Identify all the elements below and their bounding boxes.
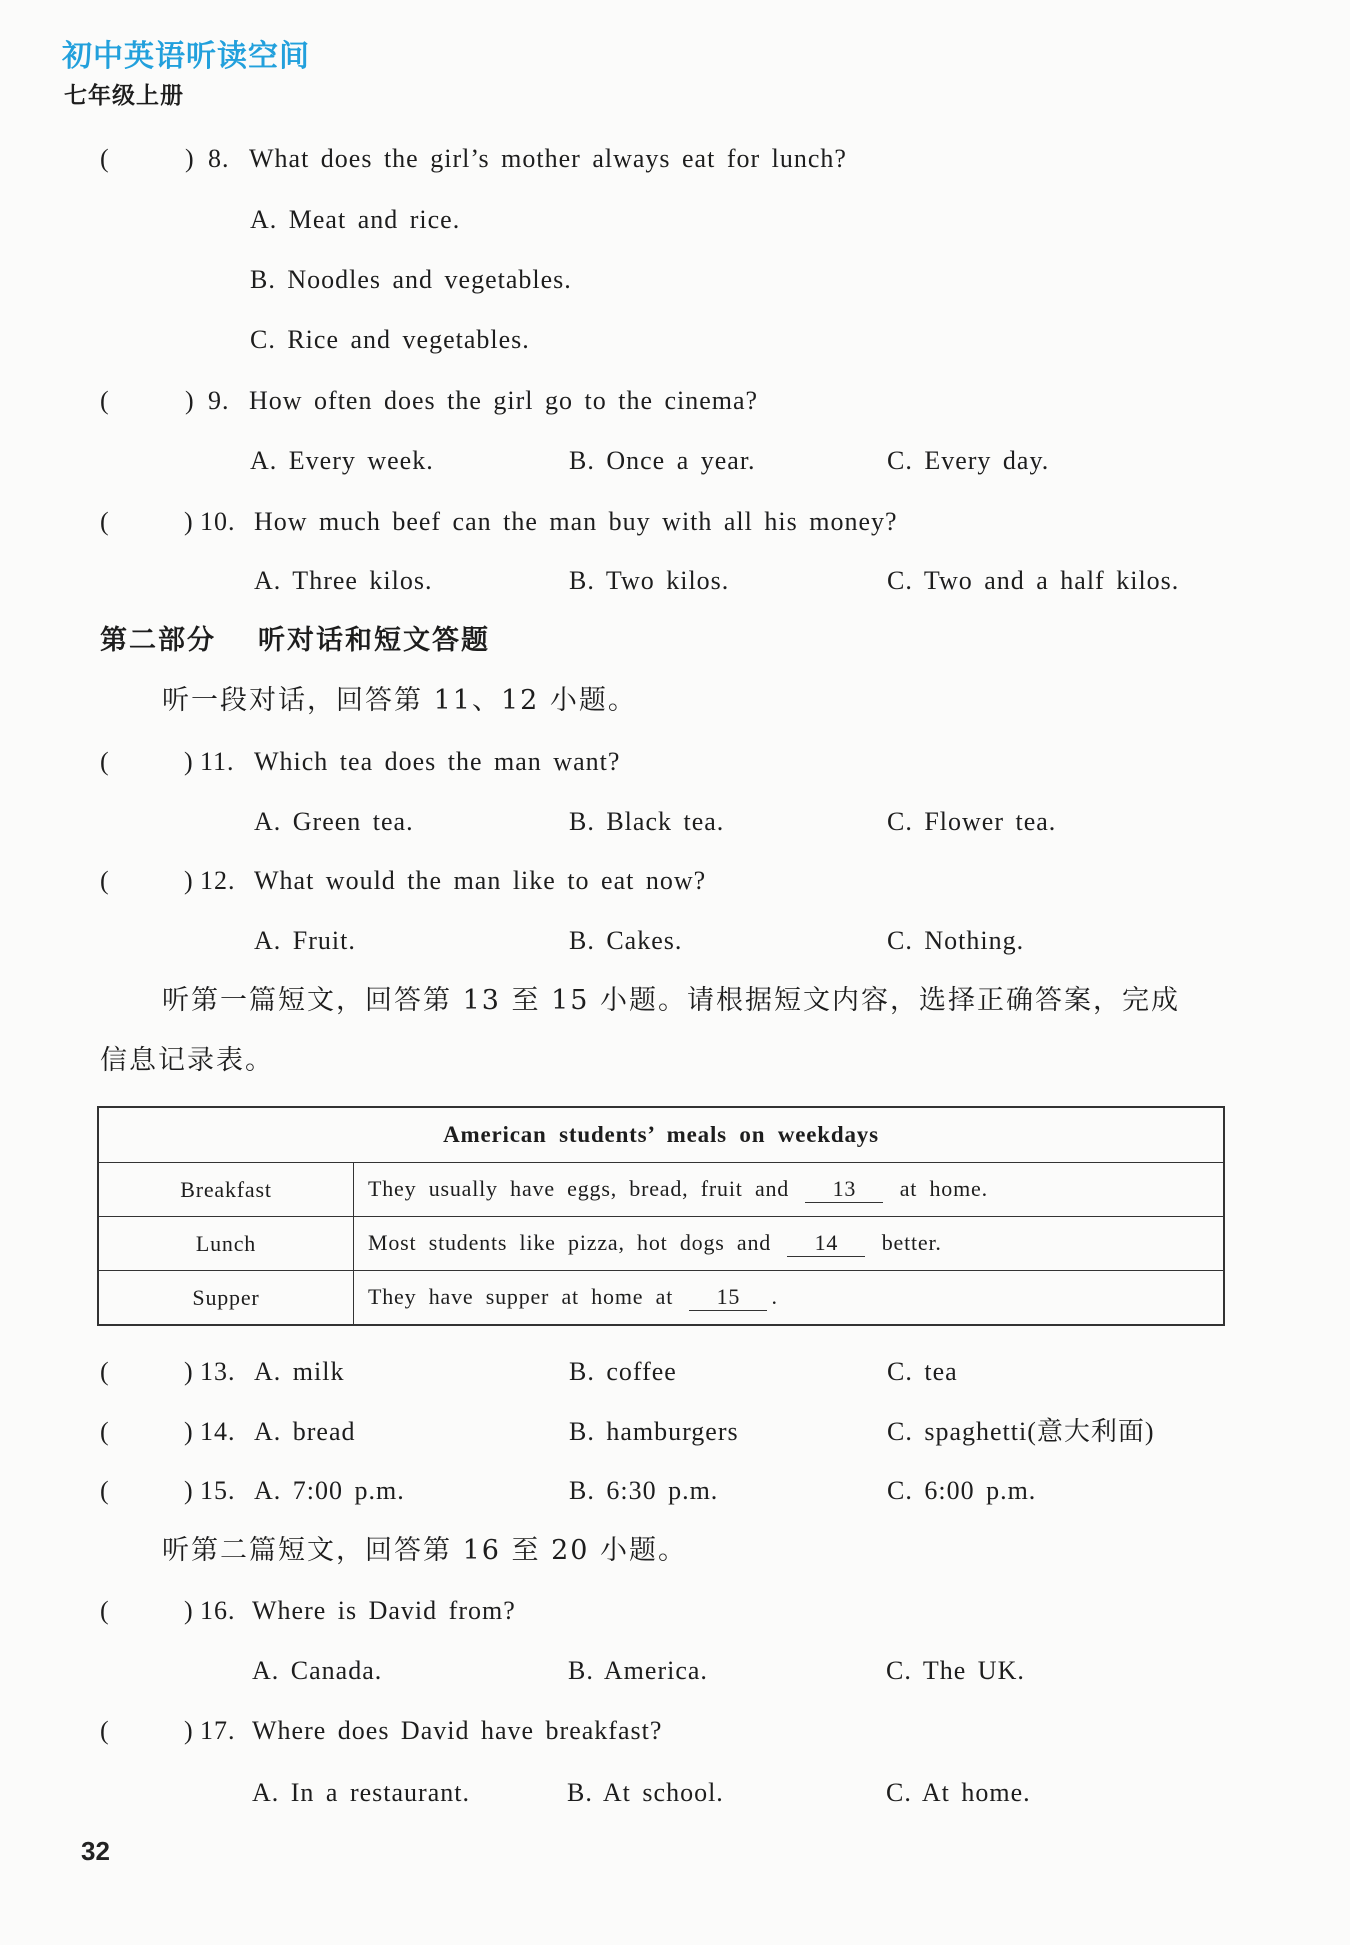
option-b: B. Noodles and vegetables.: [250, 265, 572, 294]
option-b: B. 6:30 p.m.: [569, 1476, 719, 1505]
meal-cell: Breakfast: [98, 1163, 354, 1217]
description-text: They have supper at home at: [368, 1284, 674, 1309]
question-number: 12.: [200, 866, 236, 895]
option-a: A. Every week.: [250, 446, 434, 475]
option-a: A. Green tea.: [254, 807, 414, 836]
question-11: [0, 744, 1350, 780]
instruction-passage1-line1: 听第一篇短文，回答第 13 至 15 小题。请根据短文内容，选择正确答案，完成: [162, 985, 1181, 1016]
section-part-label: 第二部分: [100, 625, 216, 656]
option-c: C. tea: [887, 1357, 958, 1386]
question-number: 16.: [200, 1596, 236, 1625]
answer-paren-close: ): [184, 747, 194, 776]
meal-info-table: [97, 1106, 1225, 1326]
option-c: C. The UK.: [886, 1656, 1025, 1685]
instruction-passage1-line2: 信息记录表。: [100, 1045, 274, 1076]
option-c: C. At home.: [886, 1778, 1031, 1807]
description-cell: [354, 1217, 1225, 1271]
option-row: [0, 923, 1350, 959]
description-text: Most students like pizza, hot dogs and: [368, 1230, 772, 1255]
option-b: B. Cakes.: [569, 926, 683, 955]
question-15: [0, 1473, 1350, 1509]
question-stem: What does the girl’s mother always eat for lunch?: [249, 144, 847, 173]
question-13: [0, 1354, 1350, 1390]
description-text: better.: [881, 1230, 942, 1255]
table-row: [98, 1163, 1224, 1217]
answer-paren-open: (: [100, 386, 110, 415]
question-8: [0, 141, 1350, 177]
description-cell: [354, 1163, 1225, 1217]
option-a: A. bread: [254, 1417, 356, 1446]
option-row: [0, 563, 1350, 599]
description-cell: [354, 1271, 1225, 1326]
option-a: A. Canada.: [252, 1656, 383, 1685]
book-subtitle: 七年级上册: [64, 82, 184, 109]
answer-paren-open: (: [100, 866, 110, 895]
fill-blank: 15: [689, 1284, 767, 1311]
question-stem: Where is David from?: [252, 1596, 516, 1625]
question-14: [0, 1414, 1350, 1450]
meal-cell: Supper: [98, 1271, 354, 1326]
description-text: .: [771, 1284, 778, 1309]
option-row: [0, 443, 1350, 479]
option-c: C. 6:00 p.m.: [887, 1476, 1037, 1505]
question-number: 10.: [200, 507, 236, 536]
book-title: 初中英语听读空间: [62, 39, 310, 74]
question-number: 15.: [200, 1476, 236, 1505]
instruction-dialog: 听一段对话，回答第 11、12 小题。: [162, 685, 637, 716]
description-text: at home.: [899, 1176, 988, 1201]
option-row: [0, 804, 1350, 840]
question-stem: How often does the girl go to the cinema?: [249, 386, 759, 415]
option-a: A. In a restaurant.: [252, 1778, 470, 1807]
answer-paren-open: (: [100, 1476, 110, 1505]
question-stem: Which tea does the man want?: [254, 747, 621, 776]
answer-paren-close: ): [184, 866, 194, 895]
question-number: 8.: [208, 144, 230, 173]
option-c: C. Flower tea.: [887, 807, 1057, 836]
option-row: [0, 322, 1350, 358]
answer-paren-open: (: [100, 1596, 110, 1625]
question-number: 14.: [200, 1417, 236, 1446]
answer-paren-open: (: [100, 144, 110, 173]
question-number: 17.: [200, 1716, 236, 1745]
option-a: A. 7:00 p.m.: [254, 1476, 405, 1505]
table-row: [98, 1271, 1224, 1326]
question-16: [0, 1593, 1350, 1629]
option-b: B. Two kilos.: [569, 566, 730, 595]
question-9: [0, 383, 1350, 419]
answer-paren-close: ): [184, 1596, 194, 1625]
question-number: 11.: [200, 747, 235, 776]
answer-paren-close: ): [184, 1357, 194, 1386]
instruction-passage2: 听第二篇短文，回答第 16 至 20 小题。: [162, 1535, 688, 1566]
table-row: [98, 1217, 1224, 1271]
page-number: 32: [81, 1836, 110, 1866]
answer-paren-close: ): [184, 507, 194, 536]
answer-paren-close: ): [185, 386, 195, 415]
option-b: B. Black tea.: [569, 807, 725, 836]
option-a: A. milk: [254, 1357, 345, 1386]
table-title: American students’ meals on weekdays: [98, 1107, 1224, 1163]
question-17: [0, 1713, 1350, 1749]
section-title: 听对话和短文答题: [258, 625, 490, 656]
option-a: A. Meat and rice.: [250, 205, 461, 234]
option-b: B. Once a year.: [569, 446, 756, 475]
option-a: A. Three kilos.: [254, 566, 433, 595]
answer-paren-open: (: [100, 507, 110, 536]
option-row: [0, 1775, 1350, 1811]
answer-paren-close: ): [184, 1716, 194, 1745]
option-a: A. Fruit.: [254, 926, 356, 955]
fill-blank: 13: [805, 1176, 883, 1203]
option-b: B. coffee: [569, 1357, 677, 1386]
option-c: C. Rice and vegetables.: [250, 325, 530, 354]
answer-paren-close: ): [184, 1476, 194, 1505]
answer-paren-close: ): [185, 144, 195, 173]
question-10: [0, 504, 1350, 540]
option-row: [0, 1653, 1350, 1689]
answer-paren-open: (: [100, 1716, 110, 1745]
question-stem: Where does David have breakfast?: [252, 1716, 663, 1745]
question-stem: How much beef can the man buy with all his money?: [254, 507, 898, 536]
option-row: [0, 202, 1350, 238]
option-b: B. America.: [568, 1656, 708, 1685]
question-number: 13.: [200, 1357, 236, 1386]
answer-paren-open: (: [100, 747, 110, 776]
option-row: [0, 262, 1350, 298]
answer-paren-open: (: [100, 1357, 110, 1386]
option-c: C. Every day.: [887, 446, 1050, 475]
question-stem: What would the man like to eat now?: [254, 866, 707, 895]
fill-blank: 14: [787, 1230, 865, 1257]
option-b: B. At school.: [567, 1778, 724, 1807]
option-c: C. spaghetti(意大利面): [887, 1417, 1155, 1446]
option-c: C. Two and a half kilos.: [887, 566, 1180, 595]
question-12: [0, 863, 1350, 899]
description-text: They usually have eggs, bread, fruit and: [368, 1176, 790, 1201]
option-b: B. hamburgers: [569, 1417, 739, 1446]
answer-paren-open: (: [100, 1417, 110, 1446]
question-number: 9.: [208, 386, 230, 415]
meal-cell: Lunch: [98, 1217, 354, 1271]
option-c: C. Nothing.: [887, 926, 1025, 955]
answer-paren-close: ): [184, 1417, 194, 1446]
